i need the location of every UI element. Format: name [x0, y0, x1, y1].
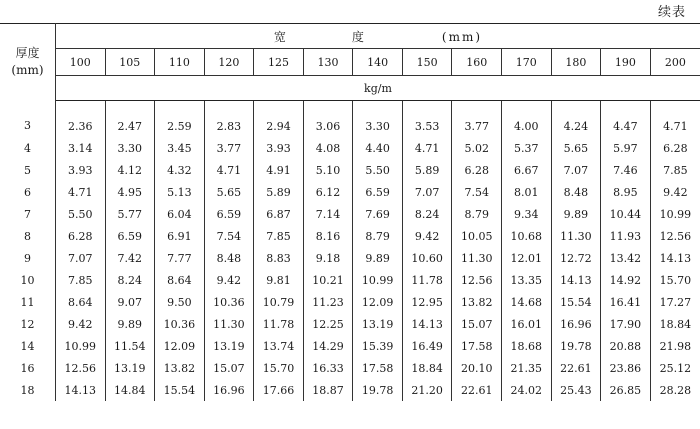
- thickness-header: [0, 24, 55, 101]
- weight-cell: 24.02: [502, 379, 552, 401]
- weight-cell: 3.93: [55, 159, 105, 181]
- weight-cell: 8.24: [402, 203, 452, 225]
- weight-cell: 2.59: [155, 101, 205, 138]
- weight-cell: 8.95: [601, 181, 651, 203]
- weight-cell: 4.24: [551, 101, 601, 138]
- weight-cell: 12.09: [353, 291, 403, 313]
- weight-cell: 6.28: [452, 159, 502, 181]
- thickness-cell: 6: [0, 181, 55, 203]
- weight-cell: 5.65: [204, 181, 254, 203]
- weight-cell: 9.07: [105, 291, 155, 313]
- thickness-cell: 10: [0, 269, 55, 291]
- weight-cell: 21.98: [650, 335, 700, 357]
- continued-label: 续表: [657, 5, 686, 20]
- weight-cell: 20.10: [452, 357, 502, 379]
- weight-cell: 20.88: [601, 335, 651, 357]
- weight-cell: 18.68: [502, 335, 552, 357]
- thickness-cell: 4: [0, 137, 55, 159]
- table-row: [0, 335, 700, 357]
- width-value-cell: 100: [55, 49, 105, 76]
- weight-cell: 3.93: [254, 137, 304, 159]
- weight-cell: 5.02: [452, 137, 502, 159]
- weight-cell: 10.99: [55, 335, 105, 357]
- thickness-cell: 3: [0, 101, 55, 138]
- weight-cell: 12.56: [452, 269, 502, 291]
- weight-cell: 7.46: [601, 159, 651, 181]
- width-value-cell: 160: [452, 49, 502, 76]
- weight-cell: 12.56: [55, 357, 105, 379]
- thickness-cell: 8: [0, 225, 55, 247]
- weight-cell: 19.78: [551, 335, 601, 357]
- thickness-cell: 5: [0, 159, 55, 181]
- weight-cell: 6.28: [650, 137, 700, 159]
- weight-cell: 6.67: [502, 159, 552, 181]
- width-header: [55, 24, 700, 49]
- weight-cell: 3.06: [303, 101, 353, 138]
- weight-cell: 10.99: [353, 269, 403, 291]
- weight-cell: 9.42: [402, 225, 452, 247]
- weight-unit: kg/m: [55, 76, 700, 101]
- weight-cell: 12.01: [502, 247, 552, 269]
- weight-cell: 4.71: [204, 159, 254, 181]
- weight-cell: 8.16: [303, 225, 353, 247]
- weight-cell: 5.37: [502, 137, 552, 159]
- weight-cell: 15.54: [551, 291, 601, 313]
- weight-cell: 3.77: [204, 137, 254, 159]
- weight-cell: 8.79: [353, 225, 403, 247]
- weight-cell: 11.78: [402, 269, 452, 291]
- weight-cell: 10.68: [502, 225, 552, 247]
- weight-cell: 8.01: [502, 181, 552, 203]
- weight-cell: 9.34: [502, 203, 552, 225]
- weight-cell: 9.18: [303, 247, 353, 269]
- weight-cell: 8.64: [155, 269, 205, 291]
- table-row: [0, 269, 700, 291]
- weight-cell: 28.28: [650, 379, 700, 401]
- weight-cell: 6.59: [353, 181, 403, 203]
- weight-cell: 4.40: [353, 137, 403, 159]
- weight-cell: 10.44: [601, 203, 651, 225]
- weight-cell: 5.50: [55, 203, 105, 225]
- weight-cell: 25.43: [551, 379, 601, 401]
- weight-cell: 23.86: [601, 357, 651, 379]
- thickness-cell: 11: [0, 291, 55, 313]
- weight-cell: 13.82: [452, 291, 502, 313]
- table-row: [0, 101, 700, 138]
- weight-cell: 12.56: [650, 225, 700, 247]
- weight-cell: 14.13: [402, 313, 452, 335]
- weight-cell: 4.71: [55, 181, 105, 203]
- weight-cell: 15.39: [353, 335, 403, 357]
- weight-cell: 9.42: [55, 313, 105, 335]
- weight-cell: 7.85: [55, 269, 105, 291]
- thickness-cell: 7: [0, 203, 55, 225]
- weight-cell: 14.13: [55, 379, 105, 401]
- weight-cell: 3.53: [402, 101, 452, 138]
- weight-cell: 4.00: [502, 101, 552, 138]
- weight-cell: 5.50: [353, 159, 403, 181]
- width-value-cell: 190: [601, 49, 651, 76]
- weight-cell: 4.91: [254, 159, 304, 181]
- weight-cell: 15.07: [204, 357, 254, 379]
- weight-cell: 3.77: [452, 101, 502, 138]
- weight-cell: 16.41: [601, 291, 651, 313]
- weight-cell: 9.89: [353, 247, 403, 269]
- weight-cell: 2.83: [204, 101, 254, 138]
- weight-cell: 21.20: [402, 379, 452, 401]
- weight-cell: 9.50: [155, 291, 205, 313]
- weight-cell: 12.95: [402, 291, 452, 313]
- weight-cell: 3.30: [353, 101, 403, 138]
- weight-cell: 18.84: [402, 357, 452, 379]
- weight-cell: 10.21: [303, 269, 353, 291]
- thickness-cell: 18: [0, 379, 55, 401]
- weight-cell: 16.33: [303, 357, 353, 379]
- width-value-cell: 150: [402, 49, 452, 76]
- weight-cell: 8.79: [452, 203, 502, 225]
- table-row: [0, 247, 700, 269]
- weight-cell: 4.08: [303, 137, 353, 159]
- weight-table: [0, 23, 700, 401]
- weight-cell: 11.30: [551, 225, 601, 247]
- width-char-2: 度: [351, 29, 366, 44]
- weight-cell: 11.54: [105, 335, 155, 357]
- weight-cell: 10.79: [254, 291, 304, 313]
- weight-cell: 7.85: [254, 225, 304, 247]
- table-row: [0, 181, 700, 203]
- weight-cell: 15.07: [452, 313, 502, 335]
- width-value-cell: 200: [650, 49, 700, 76]
- weight-cell: 10.60: [402, 247, 452, 269]
- weight-cell: 6.04: [155, 203, 205, 225]
- width-unit: (mm): [441, 29, 483, 44]
- weight-cell: 18.84: [650, 313, 700, 335]
- thickness-cell: 9: [0, 247, 55, 269]
- weight-cell: 13.19: [353, 313, 403, 335]
- thickness-cell: 14: [0, 335, 55, 357]
- table-row: [0, 137, 700, 159]
- weight-cell: 5.65: [551, 137, 601, 159]
- width-char-1: 宽: [273, 29, 288, 44]
- table-row: [0, 291, 700, 313]
- weight-cell: 2.94: [254, 101, 304, 138]
- weight-cell: 5.89: [402, 159, 452, 181]
- weight-cell: 13.19: [204, 335, 254, 357]
- thickness-cell: 16: [0, 357, 55, 379]
- weight-cell: 2.47: [105, 101, 155, 138]
- weight-cell: 7.14: [303, 203, 353, 225]
- width-value-cell: 110: [155, 49, 205, 76]
- weight-cell: 8.48: [551, 181, 601, 203]
- thickness-cell: 12: [0, 313, 55, 335]
- weight-cell: 9.42: [650, 181, 700, 203]
- weight-cell: 9.42: [204, 269, 254, 291]
- weight-cell: 6.12: [303, 181, 353, 203]
- weight-cell: 6.59: [105, 225, 155, 247]
- weight-cell: 5.10: [303, 159, 353, 181]
- weight-cell: 21.35: [502, 357, 552, 379]
- width-value-cell: 130: [303, 49, 353, 76]
- width-value-cell: 180: [551, 49, 601, 76]
- weight-cell: 7.07: [55, 247, 105, 269]
- weight-cell: 4.32: [155, 159, 205, 181]
- weight-cell: 13.74: [254, 335, 304, 357]
- weight-cell: 17.90: [601, 313, 651, 335]
- weight-cell: 14.92: [601, 269, 651, 291]
- weight-cell: 11.93: [601, 225, 651, 247]
- weight-cell: 10.36: [155, 313, 205, 335]
- weight-cell: 7.77: [155, 247, 205, 269]
- weight-cell: 9.89: [105, 313, 155, 335]
- weight-cell: 9.81: [254, 269, 304, 291]
- weight-cell: 8.48: [204, 247, 254, 269]
- width-value-cell: 140: [353, 49, 403, 76]
- weight-cell: 4.47: [601, 101, 651, 138]
- weight-cell: 8.24: [105, 269, 155, 291]
- weight-cell: 7.54: [204, 225, 254, 247]
- weight-cell: 4.95: [105, 181, 155, 203]
- weight-cell: 13.82: [155, 357, 205, 379]
- weight-cell: 19.78: [353, 379, 403, 401]
- weight-cell: 3.45: [155, 137, 205, 159]
- weight-cell: 7.69: [353, 203, 403, 225]
- weight-cell: 15.54: [155, 379, 205, 401]
- table-row: [0, 203, 700, 225]
- weight-cell: 26.85: [601, 379, 651, 401]
- weight-cell: 5.97: [601, 137, 651, 159]
- weight-cell: 8.83: [254, 247, 304, 269]
- weight-cell: 18.87: [303, 379, 353, 401]
- weight-cell: 11.23: [303, 291, 353, 313]
- weight-cell: 14.84: [105, 379, 155, 401]
- weight-cell: 10.36: [204, 291, 254, 313]
- weight-cell: 16.01: [502, 313, 552, 335]
- weight-cell: 11.78: [254, 313, 304, 335]
- weight-cell: 10.05: [452, 225, 502, 247]
- weight-cell: 22.61: [551, 357, 601, 379]
- weight-cell: 17.58: [353, 357, 403, 379]
- weight-cell: 15.70: [254, 357, 304, 379]
- table-row: [0, 357, 700, 379]
- weight-cell: 6.91: [155, 225, 205, 247]
- weight-cell: 17.66: [254, 379, 304, 401]
- table-row: [0, 313, 700, 335]
- width-value-cell: 125: [254, 49, 304, 76]
- weight-cell: 12.09: [155, 335, 205, 357]
- weight-cell: 22.61: [452, 379, 502, 401]
- weight-cell: 13.42: [601, 247, 651, 269]
- weight-cell: 14.29: [303, 335, 353, 357]
- weight-cell: 5.77: [105, 203, 155, 225]
- weight-cell: 6.87: [254, 203, 304, 225]
- weight-cell: 7.54: [452, 181, 502, 203]
- weight-cell: 13.19: [105, 357, 155, 379]
- weight-cell: 10.99: [650, 203, 700, 225]
- weight-cell: 6.28: [55, 225, 105, 247]
- weight-cell: 7.07: [402, 181, 452, 203]
- weight-cell: 4.71: [402, 137, 452, 159]
- weight-cell: 14.13: [650, 247, 700, 269]
- weight-cell: 16.96: [204, 379, 254, 401]
- weight-cell: 25.12: [650, 357, 700, 379]
- weight-cell: 5.13: [155, 181, 205, 203]
- table-row: [0, 159, 700, 181]
- weight-cell: 6.59: [204, 203, 254, 225]
- weight-cell: 12.72: [551, 247, 601, 269]
- thickness-label: 厚度: [15, 46, 40, 61]
- weight-cell: 3.14: [55, 137, 105, 159]
- weight-cell: 8.64: [55, 291, 105, 313]
- weight-cell: 16.96: [551, 313, 601, 335]
- table-row: [0, 379, 700, 401]
- weight-cell: 14.68: [502, 291, 552, 313]
- weight-cell: 12.25: [303, 313, 353, 335]
- weight-cell: 15.70: [650, 269, 700, 291]
- weight-cell: 13.35: [502, 269, 552, 291]
- weight-cell: 4.71: [650, 101, 700, 138]
- weight-cell: 14.13: [551, 269, 601, 291]
- weight-cell: 3.30: [105, 137, 155, 159]
- width-values-row: [0, 49, 700, 76]
- weight-cell: 9.89: [551, 203, 601, 225]
- weight-cell: 11.30: [204, 313, 254, 335]
- weight-cell: 16.49: [402, 335, 452, 357]
- weight-cell: 4.12: [105, 159, 155, 181]
- weight-cell: 7.42: [105, 247, 155, 269]
- thickness-unit: (mm): [11, 63, 44, 78]
- width-value-cell: 120: [204, 49, 254, 76]
- weight-cell: 11.30: [452, 247, 502, 269]
- table-body: [0, 101, 700, 402]
- weight-cell: 17.27: [650, 291, 700, 313]
- weight-cell: 17.58: [452, 335, 502, 357]
- width-value-cell: 105: [105, 49, 155, 76]
- weight-cell: 7.85: [650, 159, 700, 181]
- weight-cell: 7.07: [551, 159, 601, 181]
- table-row: [0, 225, 700, 247]
- weight-cell: 5.89: [254, 181, 304, 203]
- weight-cell: 2.36: [55, 101, 105, 138]
- width-value-cell: 170: [502, 49, 552, 76]
